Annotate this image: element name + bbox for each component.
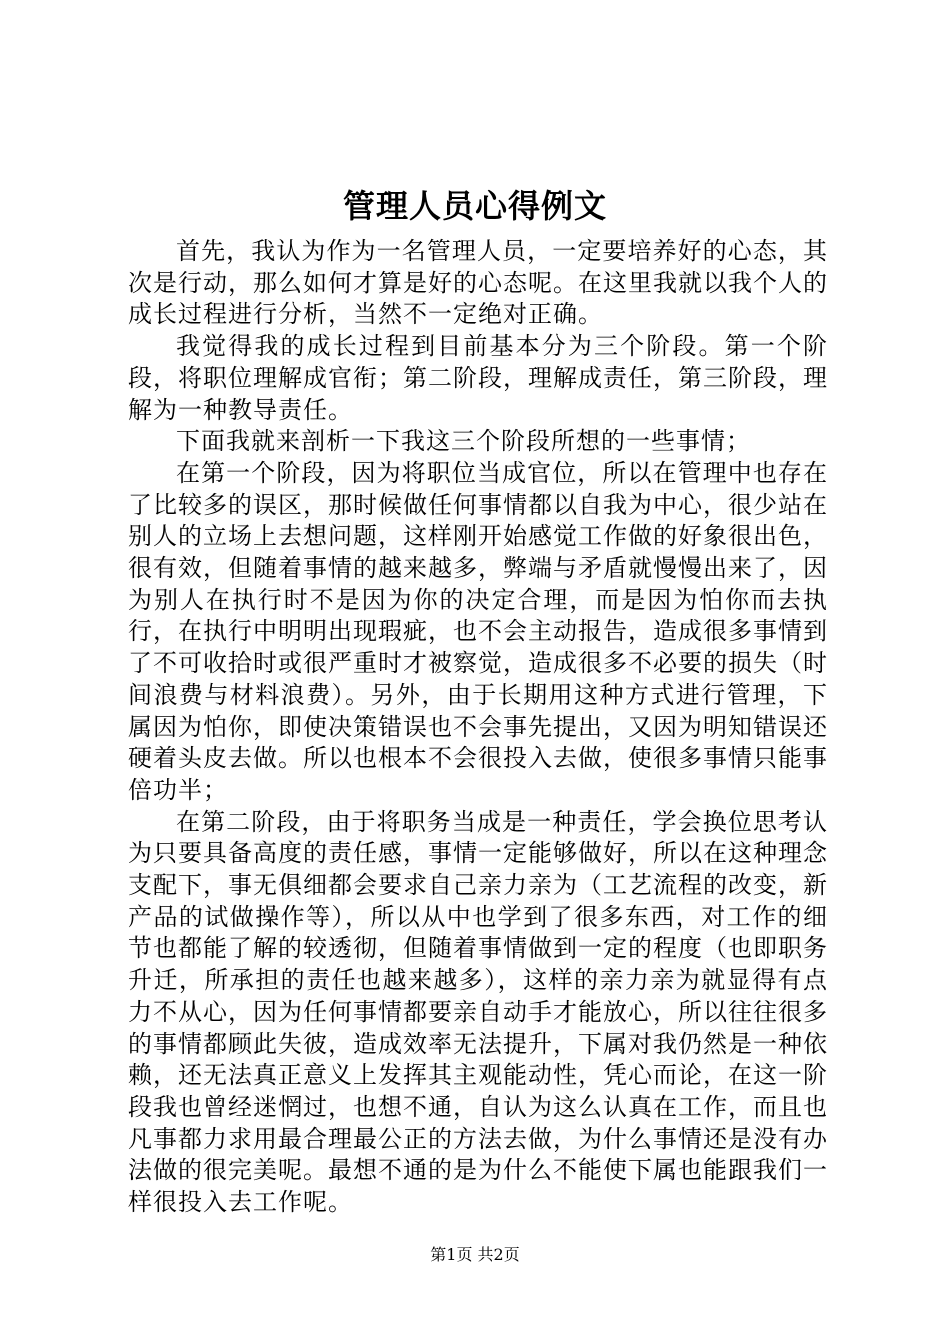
page-number-footer: 第1页 共2页 <box>430 1245 520 1264</box>
paragraph: 在第一个阶段，因为将职位当成官位，所以在管理中也存在了比较多的误区，那时候做任何事情都以自我为中心，很少站在别人的立场上去想问题，这样刚开始感觉工作做的好象很出色，很有效，但随着事情的越来越多，弊端与矛盾就慢慢出来了，因为别人在执行时不是因为你的决定合理，而是因为怕你而去执行，在执行中明明出现瑕疵，也不会主动报告，造成很多事情到了不可收拾时或很严重时才被察觉，造成很多不必要的损失（时间浪费与材料浪费）。另外，由于长期用这种方式进行管理，下属因为怕你，即使决策错误也不会事先提出，又因为明知错误还硬着头皮去做。所以也根本不会很投入去做，使很多事情只能事倍功半； <box>128 458 828 804</box>
paragraph: 我觉得我的成长过程到目前基本分为三个阶段。第一个阶段，将职位理解成官衔；第二阶段，理解成责任，第三阶段，理解为一种教导责任。 <box>128 332 828 424</box>
paragraph: 首先，我认为作为一名管理人员，一定要培养好的心态，其次是行动，那么如何才算是好的心态呢。在这里我就以我个人的成长过程进行分析，当然不一定绝对正确。 <box>128 237 828 329</box>
document-body <box>128 236 828 1219</box>
paragraph: 下面我就来剖析一下我这三个阶段所想的一些事情； <box>176 427 751 456</box>
paragraph: 在第二阶段，由于将职务当成是一种责任，学会换位思考认为只要具备高度的责任感，事情一定能够做好，所以在这种理念支配下，事无俱细都会要求自己亲力亲为（工艺流程的改变，新产品的试做操作等），所以从中也学到了很多东西，对工作的细节也都能了解的较透彻，但随着事情做到一定的程度（也即职务升迁，所承担的责任也越来越多），这样的亲力亲为就显得有点力不从心，因为任何事情都要亲自动手才能放心，所以往往很多的事情都顾此失彼，造成效率无法提升，下属对我仍然是一种依赖，还无法真正意义上发挥其主观能动性，凭心而论，在这一阶段我也曾经迷惘过，也想不通，自认为这么认真在工作，而且也凡事都力求用最合理最公正的方法去做，为什么事情还是没有办法做的很完美呢。最想不通的是为什么不能使下属也能跟我们一样很投入去工作呢。 <box>128 807 828 1217</box>
document-title: 管理人员心得例文 <box>342 187 607 225</box>
